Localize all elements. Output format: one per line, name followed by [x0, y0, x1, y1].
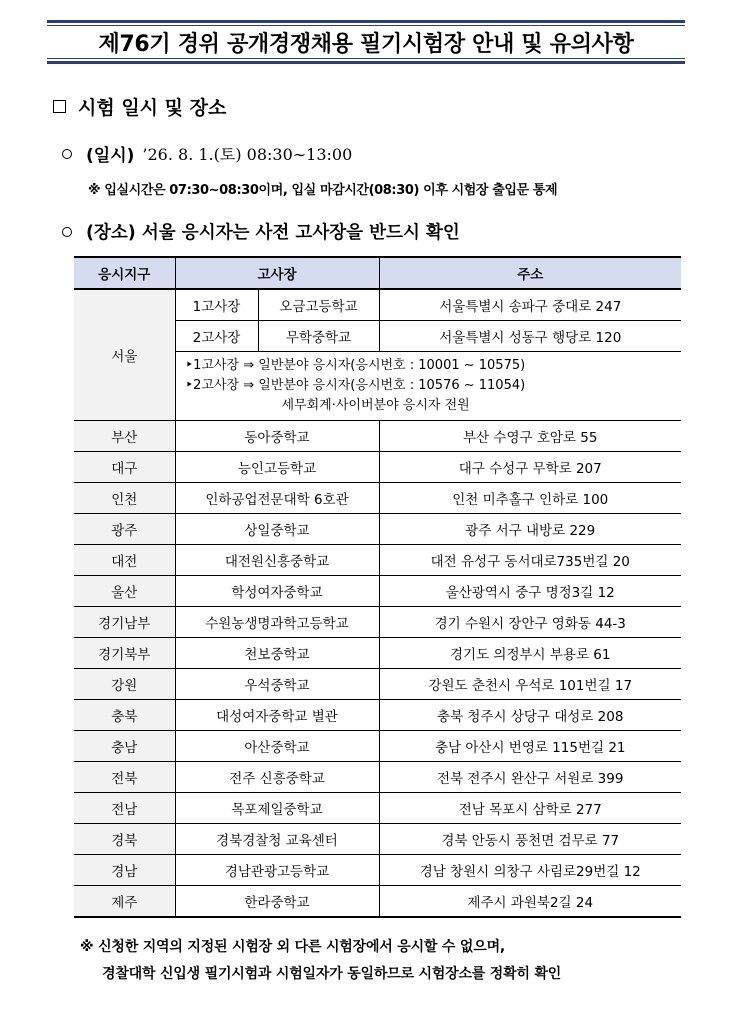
school-cell: 우석중학교 — [175, 669, 379, 700]
footnote-line: 경찰대학 신입생 필기시험과 시험일자가 동일하므로 시험장소를 정확히 확인 — [102, 966, 562, 982]
seoul-note-cell — [175, 352, 681, 421]
entry-time-note: ※ 입실시간은 07:30∼08:30이며, 입실 마감시간(08:30) 이후 시험장 출입문 통제 — [88, 183, 558, 198]
circle-bullet-icon — [62, 149, 72, 159]
table-row — [74, 855, 681, 886]
seoul-note-line: 세무회계·사이버분야 응시자 전원 — [281, 398, 470, 413]
school-cell: 오금고등학교 — [258, 289, 379, 321]
page-title: 제76기 경위 공개경쟁채용 필기시험장 안내 및 유의사항 — [98, 31, 634, 57]
header-site: 고사장 — [175, 257, 379, 289]
footnote-line: ※ 신청한 지역의 지정된 시험장 외 다른 시험장에서 응시할 수 없으며, — [80, 939, 506, 955]
title-banner — [47, 20, 685, 64]
region-cell: 충남 — [74, 731, 175, 762]
circle-bullet-icon — [62, 227, 72, 237]
schedule-line — [62, 141, 352, 166]
square-bullet-icon — [53, 100, 66, 113]
school-cell: 경남관광고등학교 — [175, 855, 379, 886]
region-cell: 부산 — [74, 421, 175, 452]
region-cell: 제주 — [74, 886, 175, 918]
table-row — [74, 669, 681, 700]
schedule-label: (일시) — [86, 146, 135, 166]
header-region: 응시지구 — [74, 257, 175, 289]
school-cell: 무학중학교 — [258, 321, 379, 352]
table-row — [74, 886, 681, 918]
region-cell: 경남 — [74, 855, 175, 886]
school-cell: 인하공업전문대학 6호관 — [175, 483, 379, 514]
school-cell: 아산중학교 — [175, 731, 379, 762]
school-cell: 목포제일중학교 — [175, 793, 379, 824]
room-cell: 1고사장 — [175, 289, 258, 321]
table-row — [74, 762, 681, 793]
schedule-value: ’26. 8. 1.(토) 08:30∼13:00 — [142, 145, 353, 164]
region-cell: 울산 — [74, 576, 175, 607]
school-cell: 동아중학교 — [175, 421, 379, 452]
region-cell: 서울 — [74, 289, 175, 421]
address-cell: 충남 아산시 번영로 115번길 21 — [379, 731, 681, 762]
region-cell: 인천 — [74, 483, 175, 514]
exam-site-table — [74, 256, 681, 918]
school-cell: 대성여자중학교 별관 — [175, 700, 379, 731]
header-address: 주소 — [379, 257, 681, 289]
table-row — [74, 483, 681, 514]
address-cell: 충북 청주시 상당구 대성로 208 — [379, 700, 681, 731]
region-cell: 경기북부 — [74, 638, 175, 669]
place-text: (장소) 서울 응시자는 사전 고사장을 반드시 확인 — [86, 223, 460, 243]
address-cell: 광주 서구 내방로 229 — [379, 514, 681, 545]
school-cell: 학성여자중학교 — [175, 576, 379, 607]
address-cell: 인천 미추홀구 인하로 100 — [379, 483, 681, 514]
address-cell: 부산 수영구 호암로 55 — [379, 421, 681, 452]
school-cell: 전주 신흥중학교 — [175, 762, 379, 793]
table-row — [74, 289, 681, 321]
school-cell: 수원농생명과학고등학교 — [175, 607, 379, 638]
table-row — [74, 514, 681, 545]
region-cell: 전남 — [74, 793, 175, 824]
region-cell: 광주 — [74, 514, 175, 545]
school-cell: 상일중학교 — [175, 514, 379, 545]
school-cell: 대전원신흥중학교 — [175, 545, 379, 576]
address-cell: 대전 유성구 동서대로735번길 20 — [379, 545, 681, 576]
section-heading — [53, 93, 226, 120]
place-line — [62, 219, 460, 244]
address-cell: 울산광역시 중구 명정3길 12 — [379, 576, 681, 607]
region-cell: 전북 — [74, 762, 175, 793]
address-cell: 전남 목포시 삼학로 277 — [379, 793, 681, 824]
table-row — [74, 545, 681, 576]
region-cell: 강원 — [74, 669, 175, 700]
region-cell: 경기남부 — [74, 607, 175, 638]
address-cell: 강원도 춘천시 우석로 101번길 17 — [379, 669, 681, 700]
school-cell: 한라중학교 — [175, 886, 379, 918]
address-cell: 경기도 의정부시 부용로 61 — [379, 638, 681, 669]
address-cell: 대구 수성구 무학로 207 — [379, 452, 681, 483]
table-row — [74, 731, 681, 762]
school-cell: 천보중학교 — [175, 638, 379, 669]
table-row — [74, 607, 681, 638]
table-row — [74, 452, 681, 483]
table-header-row — [74, 257, 681, 289]
table-row — [74, 793, 681, 824]
address-cell: 전북 전주시 완산구 서원로 399 — [379, 762, 681, 793]
seoul-note-line: ‣2고사장 ⇒ 일반분야 응시자(응시번호 : 10576 ∼ 11054) — [185, 378, 526, 393]
table-row — [74, 421, 681, 452]
school-cell: 경북경찰청 교육센터 — [175, 824, 379, 855]
section-heading-text: 시험 일시 및 장소 — [78, 97, 227, 119]
address-cell: 경남 창원시 의창구 사림로29번길 12 — [379, 855, 681, 886]
footnote — [80, 934, 695, 988]
table-row — [74, 700, 681, 731]
address-cell: 서울특별시 성동구 행당로 120 — [379, 321, 681, 352]
table-row — [74, 638, 681, 669]
region-cell: 대전 — [74, 545, 175, 576]
region-cell: 경북 — [74, 824, 175, 855]
address-cell: 경기 수원시 장안구 영화동 44-3 — [379, 607, 681, 638]
school-cell: 능인고등학교 — [175, 452, 379, 483]
region-cell: 충북 — [74, 700, 175, 731]
table-row — [74, 576, 681, 607]
address-cell: 서울특별시 송파구 중대로 247 — [379, 289, 681, 321]
seoul-note-line: ‣1고사장 ⇒ 일반분야 응시자(응시번호 : 10001 ∼ 10575) — [185, 358, 526, 373]
address-cell: 제주시 과원북2길 24 — [379, 886, 681, 918]
region-cell: 대구 — [74, 452, 175, 483]
room-cell: 2고사장 — [175, 321, 258, 352]
address-cell: 경북 안동시 풍천면 검무로 77 — [379, 824, 681, 855]
table-row — [74, 824, 681, 855]
